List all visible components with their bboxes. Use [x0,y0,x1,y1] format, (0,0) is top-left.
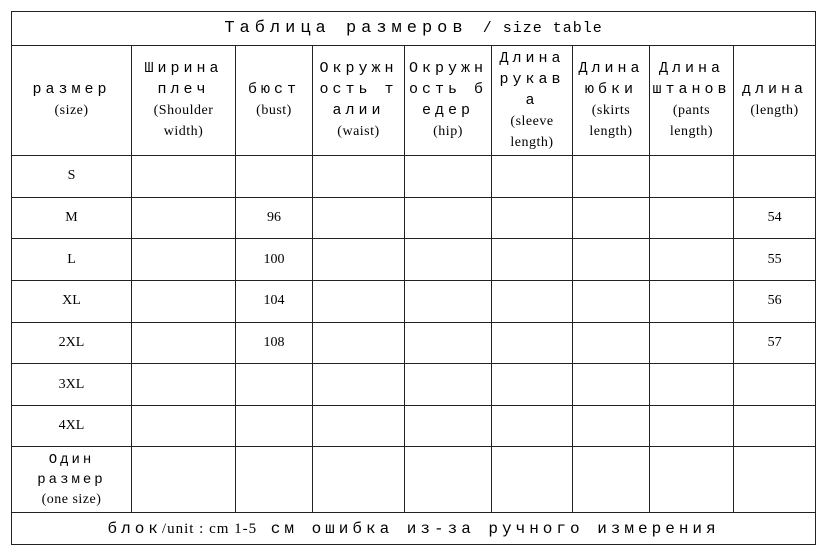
header-label-en: (pants length) [669,103,714,140]
cell-pants-length [650,405,734,447]
header-label-ru: Ширина плеч [144,60,223,99]
header-label-ru: Длина штанов [652,60,731,99]
size-label: S [12,156,132,198]
cell-shoulder-width [132,322,236,364]
cell-sleeve-length [492,156,573,198]
cell-bust: 104 [236,280,313,322]
cell-length [734,364,816,406]
table-row [12,322,816,364]
table-row [12,364,816,406]
header-label-en: (bust) [256,103,292,119]
size-label: XL [12,280,132,322]
size-label: L [12,239,132,281]
header-label-en: (sleeve length) [510,113,554,150]
header-label-ru: Окружность талии [319,60,398,120]
cell-sleeve-length [492,239,573,281]
header-label-en: (size) [54,103,89,119]
title-en: / size table [482,19,603,37]
size-label: M [12,197,132,239]
cell-sleeve-length [492,322,573,364]
cell-shoulder-width [132,197,236,239]
table-row [12,156,816,198]
table-row [12,239,816,281]
header-label-ru: бюст [247,81,300,99]
cell-waist [313,364,405,406]
cell-sleeve-length [492,197,573,239]
cell-length [734,405,816,447]
cell-hip [405,197,492,239]
header-sleeve-length [492,45,573,156]
cell-waist [313,239,405,281]
cell-shoulder-width [132,156,236,198]
header-label-ru: Длина рукава [499,49,565,109]
cell-sleeve-length [492,280,573,322]
table-row [12,197,816,239]
header-label-ru: Длина юбки [578,60,644,99]
cell-hip [405,447,492,513]
header-bust [236,45,313,156]
cell-length: 55 [734,239,816,281]
cell-pants-length [650,197,734,239]
cell-shoulder-width [132,280,236,322]
cell-shoulder-width [132,405,236,447]
cell-length [734,447,816,513]
cell-sleeve-length [492,447,573,513]
header-label-en: (length) [750,103,799,119]
header-shoulder-width [132,45,236,156]
cell-sleeve-length [492,364,573,406]
cell-waist [313,156,405,198]
cell-length [734,156,816,198]
cell-bust [236,447,313,513]
header-waist [313,45,405,156]
cell-bust [236,364,313,406]
cell-pants-length [650,280,734,322]
cell-skirts-length [573,197,650,239]
header-row [12,45,816,156]
footer-unit: /unit : cm 1-5 [161,520,258,537]
header-label-en: (hip) [433,124,463,140]
size-table-sheet [11,11,815,545]
one-size-label [12,447,132,513]
header-hip [405,45,492,156]
cell-pants-length [650,322,734,364]
one-size-en: (one size) [41,491,102,507]
header-label-ru: Окружность бедер [408,60,487,120]
cell-skirts-length [573,280,650,322]
cell-waist [313,197,405,239]
one-size-ru: Один размер [37,451,106,488]
cell-bust [236,405,313,447]
cell-length: 57 [734,322,816,364]
table-row [12,280,816,322]
header-skirts-length [573,45,650,156]
cell-hip [405,280,492,322]
footer-ru-prefix: блок [107,519,162,538]
cell-skirts-length [573,447,650,513]
header-label-en: (Shoulder width) [153,103,214,140]
cell-shoulder-width [132,239,236,281]
size-label: 4XL [12,405,132,447]
cell-bust: 96 [236,197,313,239]
table-title [12,12,816,46]
header-length [734,45,816,156]
cell-pants-length [650,447,734,513]
footer-note [12,513,816,545]
size-table [11,11,816,545]
table-row-one-size [12,447,816,513]
cell-skirts-length [573,322,650,364]
cell-length: 54 [734,197,816,239]
cell-pants-length [650,364,734,406]
cell-hip [405,156,492,198]
cell-waist [313,447,405,513]
table-row [12,405,816,447]
cell-sleeve-length [492,405,573,447]
cell-hip [405,364,492,406]
cell-hip [405,322,492,364]
header-size [12,45,132,156]
cell-bust: 108 [236,322,313,364]
header-pants-length [650,45,734,156]
cell-skirts-length [573,405,650,447]
size-label: 2XL [12,322,132,364]
cell-hip [405,239,492,281]
cell-hip [405,405,492,447]
footer-ru-suffix: см ошибка из-за ручного измерения [270,519,720,538]
header-label-ru: длина [742,81,808,99]
title-ru: Таблица размеров [224,18,468,38]
cell-skirts-length [573,239,650,281]
cell-skirts-length [573,364,650,406]
cell-bust [236,156,313,198]
cell-pants-length [650,239,734,281]
cell-waist [313,322,405,364]
header-label-en: (skirts length) [589,103,633,140]
cell-waist [313,280,405,322]
size-label: 3XL [12,364,132,406]
cell-shoulder-width [132,447,236,513]
cell-waist [313,405,405,447]
header-label-en: (waist) [337,124,380,140]
cell-skirts-length [573,156,650,198]
cell-length: 56 [734,280,816,322]
cell-pants-length [650,156,734,198]
footer-row [12,513,816,545]
header-label-ru: размер [32,81,111,99]
cell-shoulder-width [132,364,236,406]
cell-bust: 100 [236,239,313,281]
